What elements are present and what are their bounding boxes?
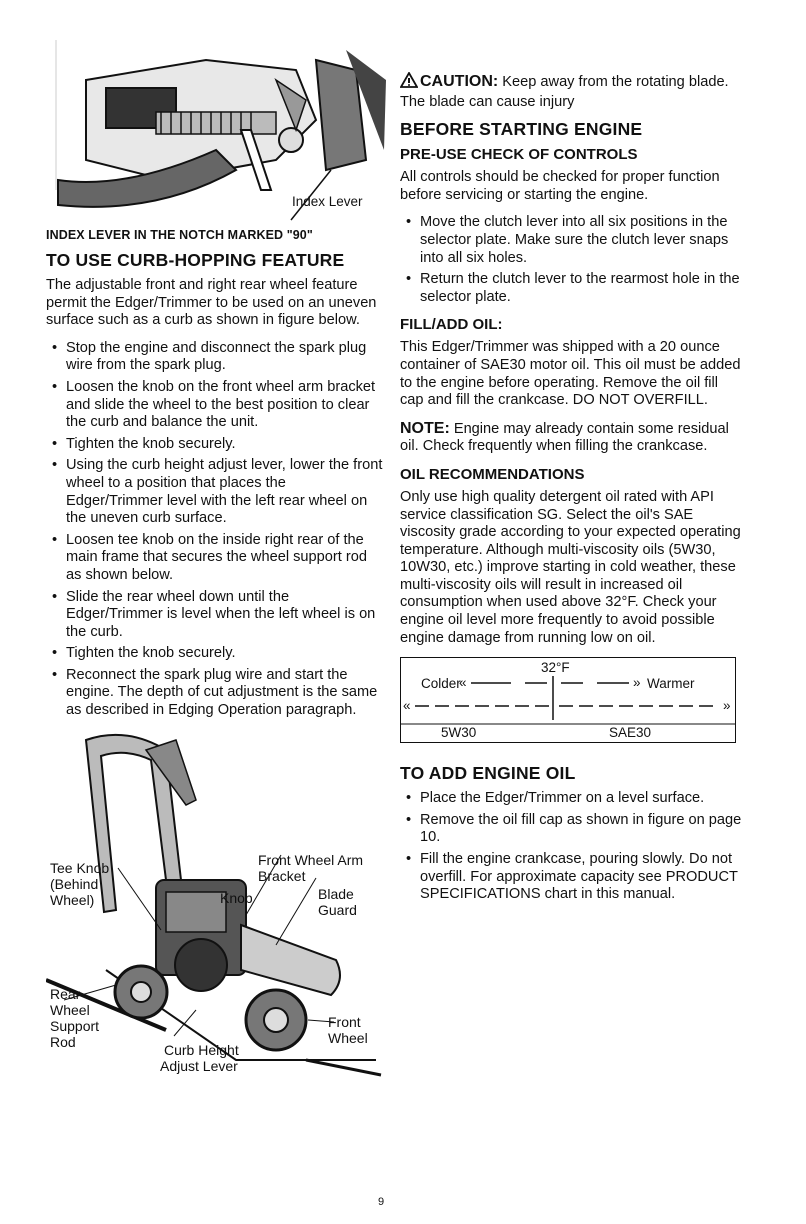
add-oil-steps [400,790,745,904]
figure-caption: INDEX LEVER IN THE NOTCH MARKED "90" [46,228,313,242]
label-adjust-lever: Adjust Lever [160,1057,238,1074]
note-text: Engine may already contain some residual oil. Check frequently when filling the crankcase. [400,420,729,455]
list-item: • Loosen tee knob on the inside right rear of the main frame that secures the wheel support rod as shown below. [46,532,386,585]
list-item: • Remove the oil fill cap as shown in figure on page 10. [400,812,745,847]
viscosity-colder: Colder [421,676,461,692]
list-item: • Slide the rear wheel down until the Edger/Trimmer is level when the left wheel is on the curb. [46,589,386,642]
list-item: • Place the Edger/Trimmer on a level surface. [400,790,745,808]
preuse-heading: PRE-USE CHECK OF CONTROLS [400,146,638,164]
oil-recommendations-text: Only use high quality detergent oil rated with API service classification SG. Select the oil's SAE viscosity grade according to your expected operating temperature. Although multi-viscosity oils (5W30, 10W30, etc.) improve starting in cold weather, these multi-viscosity oils will result in increased oil consumption when used above 32°F. Check your engine oil level more frequently to avoid possible engine damage from running low on oil. [400,488,741,646]
label-front-wheel-arm: Front Wheel Arm [258,851,364,868]
fill-add-oil-heading: FILL/ADD OIL: [400,316,503,334]
label-curb-height: Curb Height [164,1041,239,1058]
before-starting-heading: BEFORE STARTING ENGINE [400,119,643,140]
label-wheel-paren: Wheel) [50,891,95,908]
caution-notice [400,72,745,111]
note-paragraph [400,420,745,456]
add-engine-oil-heading: TO ADD ENGINE OIL [400,763,576,784]
label-front-wheel: Wheel [328,1029,368,1046]
page-number: 9 [378,1196,385,1208]
label-front: Front [328,1013,361,1030]
viscosity-warmer: Warmer [647,676,695,692]
label-rear-wheel: Wheel [50,1001,90,1018]
list-item: • Reconnect the spark plug wire and start the engine. The depth of cut adjustment is the same as described in Edging Operation paragraph. [46,667,386,720]
preuse-steps [400,214,745,306]
caution-keyword: CAUTION: [420,73,499,90]
label-index-lever: Index Lever [292,194,363,209]
list-item: • Tighten the knob securely. [46,645,386,663]
double-left-arrow-icon: « [459,675,467,691]
label-bracket: Bracket [258,867,306,884]
note-keyword: NOTE: [400,419,450,437]
preuse-text: All controls should be checked for proper function before servicing or starting the engine. [400,169,720,203]
left-column [46,40,386,1080]
index-lever-figure [46,40,386,222]
list-item: • Return the clutch lever to the rearmost hole in the selector plate. [400,271,745,306]
curb-intro: The adjustable front and right rear wheel feature permit the Edger/Trimmer to be used on an uneven surface such as a curb as shown in figure below. [46,277,377,329]
label-behind: (Behind [50,875,99,892]
label-tee-knob: Tee Knob [50,859,110,876]
curb-steps [46,340,386,720]
viscosity-grade-low: 5W30 [441,725,477,741]
viscosity-temp: 32°F [541,660,570,676]
double-right-arrow-icon: » [723,698,731,714]
warning-triangle-icon [400,72,418,94]
label-rear: Rear [50,985,81,1002]
label-support: Support [50,1017,100,1034]
label-knob: Knob [220,889,253,906]
viscosity-grade-high: SAE30 [609,725,652,741]
list-item: • Fill the engine crankcase, pouring slowly. Do not overfill. For approximate capacity see PRODUCT SPECIFICATIONS chart in this manual. [400,851,745,904]
list-item: • Tighten the knob securely. [46,436,386,454]
list-item: • Stop the engine and disconnect the spark plug wire from the spark plug. [46,340,386,375]
fill-add-oil-text: This Edger/Trimmer was shipped with a 20 ounce container of SAE30 motor oil. This oil must be added to the engine before operating. Remove the oil fill cap and fill the crankcase. DO NOT OVERFILL. [400,339,741,409]
list-item: • Move the clutch lever into all six positions in the selector plate. Make sure the clutch lever snaps into all six holes. [400,214,745,267]
list-item: • Using the curb height adjust lever, lower the front wheel to a position that places the Edger/Trimmer level with the left rear wheel on the uneven curb surface. [46,457,386,527]
label-rod: Rod [50,1033,76,1050]
viscosity-chart [400,657,736,743]
curb-hopping-figure [46,730,386,1080]
label-blade: Blade [318,885,354,902]
oil-recommendations-heading: OIL RECOMMENDATIONS [400,465,585,483]
label-guard: Guard [318,901,357,918]
list-item: • Loosen the knob on the front wheel arm bracket and slide the wheel to the best position to clear the curb and balance the unit. [46,379,386,432]
double-left-arrow-icon: « [403,698,411,714]
double-right-arrow-icon: » [633,675,641,691]
curb-hopping-heading: TO USE CURB-HOPPING FEATURE [46,250,345,270]
caution-text: Keep away from the rotating blade. The blade can cause injury [400,74,729,110]
right-column [400,72,745,914]
